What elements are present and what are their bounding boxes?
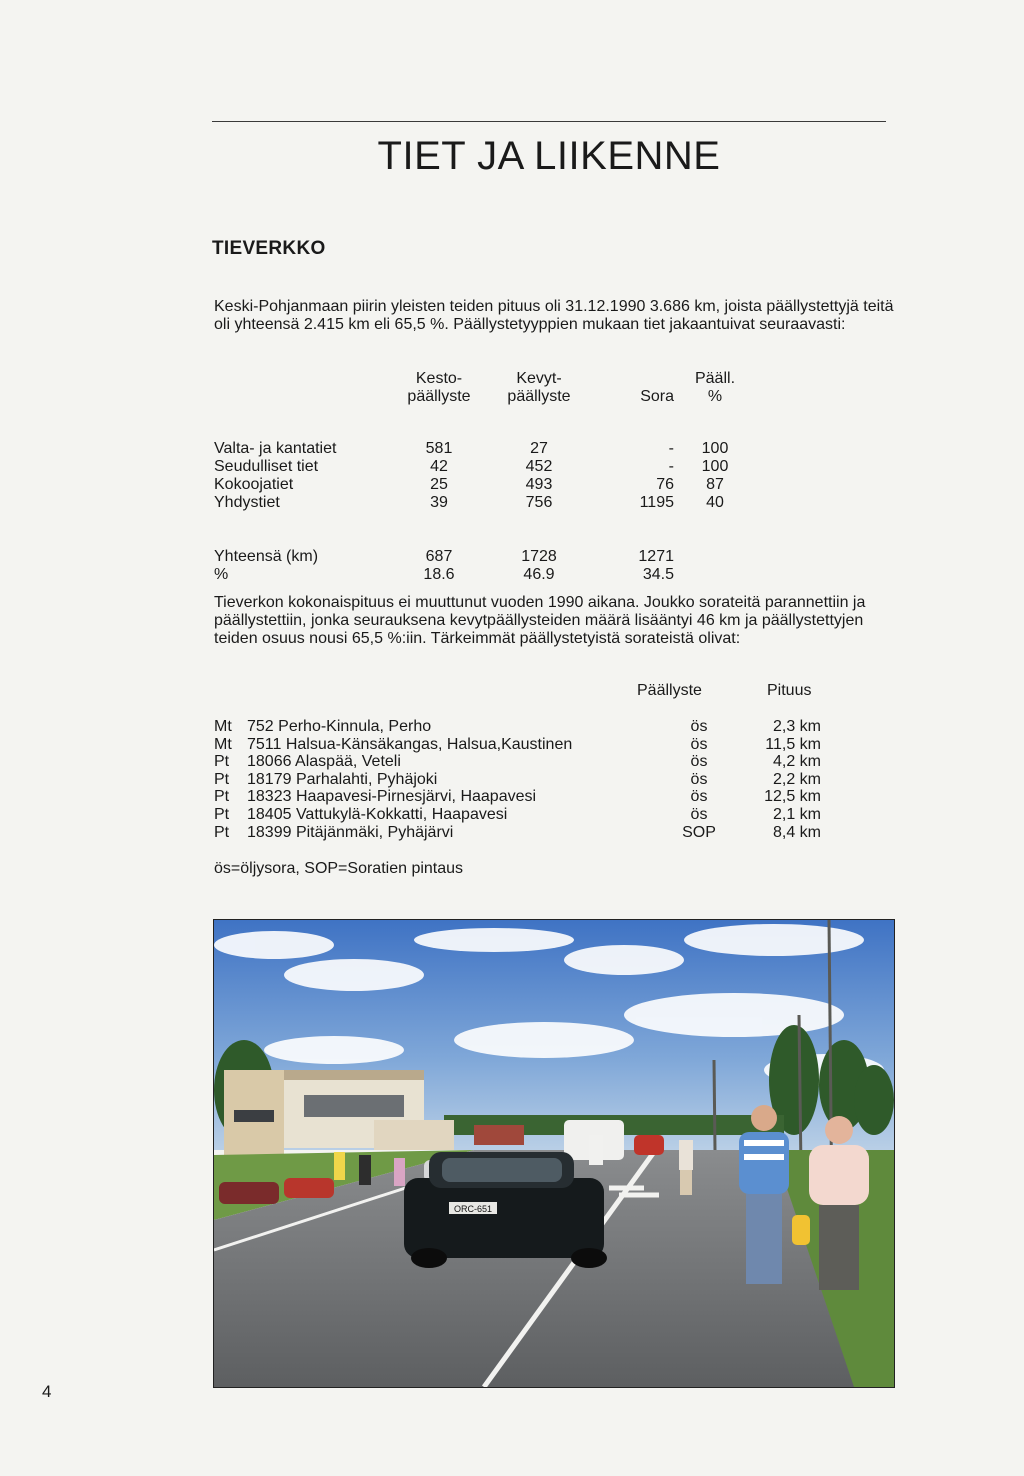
percent-kevyt: 46.9: [523, 566, 555, 583]
page-title: TIET JA LIIKENNE: [377, 134, 721, 178]
percent-kesto: 18.6: [423, 566, 455, 583]
road-surface: ös: [690, 788, 708, 806]
col-kevyt-header: Kevyt-: [516, 370, 562, 387]
cell-sora: 1195: [639, 494, 674, 511]
road-type: Pt: [214, 788, 230, 806]
road-name: 18405 Vattukylä-Kokkatti, Haapavesi: [247, 805, 508, 823]
col-kesto-subheader: päällyste: [407, 388, 471, 405]
cell-sora: 76: [656, 476, 674, 493]
road-photo: [213, 919, 895, 1388]
cell-kesto: 25: [430, 476, 448, 493]
road-length: 2,1 km: [772, 805, 821, 823]
footnote: ös=öljysora, SOP=Soratien pintaus: [214, 860, 464, 877]
col-paall-subheader: %: [707, 388, 723, 405]
col-kevyt-subheader: päällyste: [507, 388, 571, 405]
cell-kesto: 39: [430, 494, 448, 511]
road-type: Pt: [214, 753, 230, 771]
road-type: Mt: [214, 718, 232, 735]
cell-sora: -: [668, 458, 674, 475]
cell-kevyt: 27: [530, 440, 548, 457]
road-length: 8,4 km: [772, 823, 821, 841]
road-name: 18066 Alaspää, Veteli: [247, 753, 401, 771]
road-surface: ös: [690, 805, 708, 823]
road-length: 2,2 km: [772, 770, 821, 788]
table-row: [214, 736, 821, 754]
cell-kevyt: 452: [525, 458, 553, 475]
road-length: 2,3 km: [772, 718, 821, 735]
road-type: Pt: [214, 823, 230, 841]
header-rule: [212, 121, 886, 122]
roads-length-header: Pituus: [767, 682, 812, 699]
table-row: [214, 718, 821, 736]
road-length: 11,5 km: [765, 735, 821, 753]
surface-type-table: [214, 370, 750, 584]
cell-paall: 100: [701, 458, 729, 475]
cell-kevyt: 756: [525, 494, 553, 511]
roads-surface-header: Päällyste: [637, 682, 702, 699]
row-label: Valta- ja kantatiet: [214, 440, 337, 457]
cell-kesto: 581: [425, 440, 453, 457]
table-row: [214, 788, 821, 806]
road-name: 7511 Halsua-Känsäkangas, Halsua,Kaustinen: [247, 735, 573, 753]
improvements-paragraph: Tieverkon kokonaispituus ei muuttunut vuoden 1990 aikana. Joukko sorateitä parannettiin ja päällystettiin, jonka seurauksena kevytpäällysteiden määrä lisääntyi 46 km ja päällystettyjen teiden osuus nousi 65,5 %:iin. Tärkeimmät päällystetyistä sorateistä olivat:: [214, 594, 866, 647]
stats-header-row-1: [214, 370, 750, 388]
table-row: [214, 440, 750, 458]
road-surface: ös: [690, 770, 708, 788]
road-name: 18179 Parhalahti, Pyhäjoki: [247, 770, 438, 788]
intro-paragraph: Keski-Pohjanmaan piirin yleisten teiden pituus oli 31.12.1990 3.686 km, joista päällystettyjä teitä oli yhteensä 2.415 km eli 65,5 %. Päällystetyyppien mukaan tiet jakaantuivat seuraavasti:: [214, 298, 894, 333]
road-name: 752 Perho-Kinnula, Perho: [247, 718, 432, 735]
total-sora: 1271: [638, 548, 674, 565]
percent-label: %: [214, 566, 229, 583]
road-surface: ös: [690, 735, 708, 753]
table-row: [214, 824, 821, 842]
cell-paall: 100: [701, 440, 729, 457]
col-sora-header: Sora: [640, 388, 674, 405]
percent-row: [214, 566, 750, 584]
row-label: Seudulliset tiet: [214, 458, 319, 475]
percent-sora: 34.5: [642, 566, 674, 583]
road-length: 12,5 km: [764, 788, 821, 806]
col-kesto-header: Kesto-: [415, 370, 463, 387]
stats-header-row-2: [214, 388, 750, 406]
row-label: Yhdystiet: [214, 494, 280, 511]
road-type: Mt: [214, 735, 232, 753]
total-kesto: 687: [425, 548, 453, 565]
license-plate: ORC-651: [453, 1204, 493, 1214]
row-label: Kokoojatiet: [214, 476, 294, 493]
improved-roads-table: [214, 718, 821, 841]
totals-row: [214, 548, 750, 566]
table-row: [214, 753, 821, 771]
road-name: 18399 Pitäjänmäki, Pyhäjärvi: [247, 823, 454, 841]
cell-kesto: 42: [430, 458, 448, 475]
col-paall-header: Pääll.: [694, 370, 736, 387]
table-row: [214, 771, 821, 789]
table-row: [214, 458, 750, 476]
table-row: [214, 476, 750, 494]
road-length: 4,2 km: [772, 753, 821, 771]
road-surface: ös: [690, 718, 708, 735]
cell-kevyt: 493: [525, 476, 553, 493]
road-name: 18323 Haapavesi-Pirnesjärvi, Haapavesi: [247, 788, 537, 806]
section-heading: TIEVERKKO: [212, 238, 326, 259]
road-type: Pt: [214, 770, 230, 788]
table-row: [214, 494, 750, 512]
page-number: 4: [42, 1382, 52, 1401]
total-kevyt: 1728: [521, 548, 557, 565]
table-row: [214, 806, 821, 824]
road-surface: SOP: [682, 823, 716, 841]
road-type: Pt: [214, 805, 230, 823]
cell-paall: 87: [706, 476, 724, 493]
cell-sora: -: [668, 440, 674, 457]
road-surface: ös: [690, 753, 708, 771]
cell-paall: 40: [706, 494, 724, 511]
totals-label: Yhteensä (km): [214, 548, 319, 565]
